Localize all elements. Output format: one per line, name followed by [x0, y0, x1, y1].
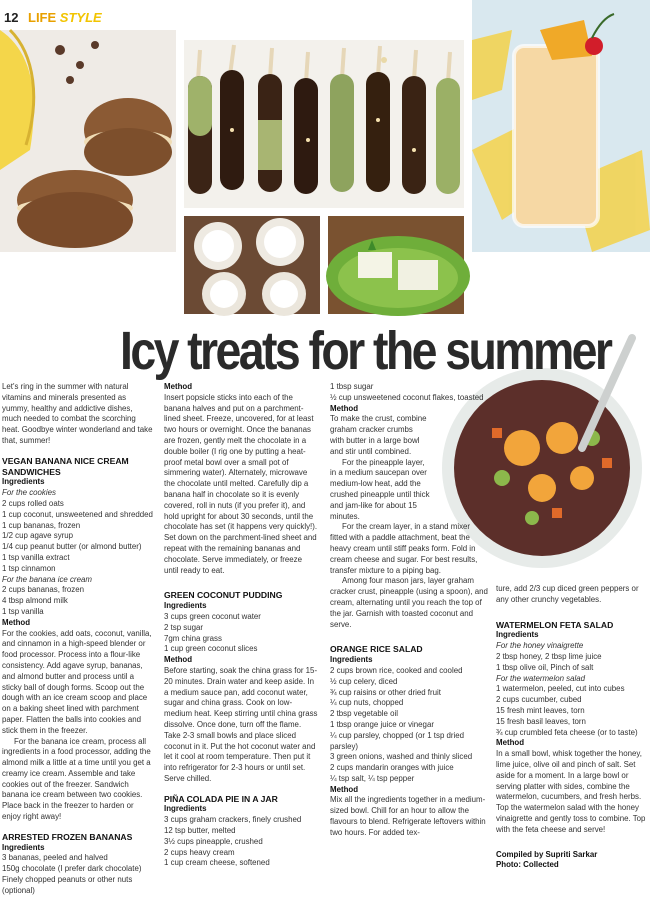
method-heading: Method — [164, 655, 193, 665]
brand-part-b: STYLE — [59, 10, 102, 25]
ingredient-item: 3 cups graham crackers, finely crushed — [164, 815, 302, 825]
method-paragraph: Mix all the ingredients together in a medium-sized bowl. Chill for an hour to allow the flavours to blend. Refrigerate leftovers within two hours. For added tex- — [330, 795, 486, 837]
column-4 — [496, 584, 646, 871]
method-heading: Method — [2, 617, 31, 627]
ingredient-item: ½ cup unsweetened coconut flakes, toasted — [330, 392, 484, 402]
ingredient-item: 1 tsp cinnamon — [2, 563, 56, 573]
ingredients-heading: Ingredients — [496, 630, 539, 640]
ingredient-item: 3 bananas, peeled and halved — [2, 853, 108, 863]
ingredient-item: 2 cups heavy cream — [164, 847, 235, 857]
ingredient-item: 15 fresh mint leaves, torn — [496, 705, 585, 715]
ingredients-heading: Ingredients — [330, 655, 373, 665]
page-number: 12 — [4, 10, 19, 25]
method-paragraph: In a small bowl, whisk together the honey, lime juice, olive oil and pinch of salt. Set aside for a moment. In a large bowl or serving platter with sides, combine the watermelon, cucumbers, and fresh herbs. Top the watermelon salad with the honey vinaigrette and gently toss to combine. Top with the feta cheese and serve! — [496, 749, 646, 834]
ingredient-item: ¼ tsp salt, ¼ tsp pepper — [330, 773, 415, 783]
method-paragraph: For the banana ice cream, process all ingredients in a food processor, adding the almond milk a little at a time until you get a creamy ice cream. Assemble and take cookies out of the freezer. Sandwich banana ice cream between two cookies. Place back in the freezer to harden or enjoy right away! — [2, 736, 151, 822]
method-paragraph: Insert popsicle sticks into each of the banana halves and put on a parchment-lined sheet. Freeze, uncovered, for at least two hours or overnight. Once the bananas are frozen, gently melt the chocolate in a double boiler (I rig one by putting a heat-proof metal bowl over a small pot of simmering water). Alternately, microwave the chocolate until melted. Carefully dip a banana half in chocolate so it is evenly covered, roll in nuts (if you prefer it), and hold upright for about 30 seconds, until the chocolate has set (it happens very quickly!). Set down on the parchment-lined sheet and repeat with the remaining bananas and chocolate. Serve immediately, or freeze until ready to eat. — [164, 392, 318, 575]
ingredient-item: ¼ cup parsley, chopped (or 1 tsp dried parsley) — [330, 730, 465, 751]
ingredient-item: 2 cups bananas, frozen — [2, 585, 85, 595]
ingredient-item: 1/2 cup agave syrup — [2, 531, 74, 541]
column-2 — [164, 382, 318, 869]
ingredients-heading: Ingredients — [2, 477, 45, 487]
coconut-bowls-photo — [184, 216, 320, 314]
credit-line: Compiled by Supriti Sarkar — [496, 849, 598, 859]
method-paragraph: To make the crust, combine graham cracker crumbs with butter in a large bowl and stir until combined. — [330, 414, 427, 456]
brand-logo — [28, 10, 102, 25]
recipe-title: GREEN COCONUT PUDDING — [164, 590, 283, 601]
ingredient-item: 2 cups brown rice, cooked and cooled — [330, 665, 463, 675]
method-paragraph: For the cookies, add oats, coconut, vanilla, and cinnamon in a high-speed blender or food processor. Process into a flour-like consistency. Add agave syrup, bananas, and almond butter and process until a sticky ball of dough forms. Scoop out the dough with an ice cream scoop and place on a baking sheet lined with parchment paper. Flatten the balls into cookies and stick them in the freezer. — [2, 628, 152, 735]
ingredient-item: 1 tbsp olive oil, Pinch of salt — [496, 662, 594, 672]
credit-line: Photo: Collected — [496, 860, 559, 870]
ingredient-item: 15 fresh basil leaves, torn — [496, 716, 586, 726]
ingredient-item: ½ cup celery, diced — [330, 676, 398, 686]
method-heading: Method — [330, 784, 359, 794]
frozen-bananas-photo — [184, 40, 464, 208]
ingredient-item: 1 tsp vanilla — [2, 606, 44, 616]
ingredient-item: 1 tbsp orange juice or vinegar — [330, 719, 434, 729]
ingredient-item: ¾ cup crumbled feta cheese (or to taste) — [496, 727, 638, 737]
recipe-title: PIÑA COLADA PIE IN A JAR — [164, 793, 278, 804]
ingredients-heading: Ingredients — [164, 601, 207, 611]
subheading: For the banana ice cream — [2, 574, 92, 584]
subheading: For the cookies — [2, 488, 56, 498]
ingredient-item: 1 cup cream cheese, softened — [164, 858, 270, 868]
ingredient-item: Finely chopped peanuts or other nuts (optional) — [2, 875, 133, 895]
ingredient-item: 1 cup coconut, unsweetened and shredded — [2, 509, 153, 519]
coconut-pudding-photo — [328, 216, 464, 314]
ingredient-item: 2 cups rolled oats — [2, 498, 64, 508]
article-title: Icy treats for the summer — [120, 321, 611, 381]
ingredient-item: 1 tsp vanilla extract — [2, 552, 70, 562]
ingredient-item: 1 cup green coconut slices — [164, 644, 258, 654]
ingredient-item: 150g chocolate (I prefer dark chocolate) — [2, 864, 142, 874]
method-heading: Method — [330, 403, 359, 413]
page-header — [0, 0, 180, 30]
method-paragraph: Before starting, soak the china grass for 15-20 minutes. Drain water and keep aside. In a medium sauce pan, add coconut water, sugar and china grass. Cook on low-medium heat. Keep stirring until china grass dissolve. Once done, turn off the flame. Take 2-3 small bowls and place sliced coconut in it. Put the hot coconut water and let it cool at room temperature. Then put it into refrigerator for 2-3 hours or until set. Serve chilled. — [164, 665, 318, 783]
pina-colada-photo — [472, 0, 650, 252]
recipe-title: VEGAN BANANA NICE CREAM SANDWICHES — [2, 455, 129, 477]
ingredients-heading: Ingredients — [164, 804, 207, 814]
ingredient-item: 1/4 cup peanut butter (or almond butter) — [2, 542, 142, 552]
ingredient-item: 1 watermelon, peeled, cut into cubes — [496, 684, 625, 694]
column-3 — [330, 382, 488, 839]
ingredient-item: 1 cup bananas, frozen — [2, 520, 81, 530]
subheading: For the honey vinaigrette — [496, 641, 584, 651]
ingredient-item: 2 tbsp vegetable oil — [330, 709, 398, 719]
recipe-title: ARRESTED FROZEN BANANAS — [2, 831, 133, 842]
subheading: For the watermelon salad — [496, 673, 586, 683]
ingredient-item: 2 tbsp honey, 2 tbsp lime juice — [496, 651, 602, 661]
intro-paragraph: Let's ring in the summer with natural vitamins and minerals presented as yummy, healthy and addictive dishes, much needed to combat the scorching heat. Goodbye winter wonderland and take that, summer! — [2, 382, 153, 445]
ingredient-item: 3 cups green coconut water — [164, 611, 261, 621]
ingredient-item: ¼ cup nuts, chopped — [330, 698, 404, 708]
method-paragraph: For the pineapple layer, in a medium saucepan over medium-low heat, add the crushed pineapple until thick and jam-like for about 15 minutes. — [330, 457, 430, 521]
ingredient-item: 2 tsp sugar — [164, 622, 204, 632]
method-heading: Method — [496, 738, 525, 748]
ingredient-item: 12 tsp butter, melted — [164, 826, 236, 836]
cookie-sandwich-photo — [0, 30, 176, 252]
column-1 — [2, 382, 154, 897]
ingredient-item: ¾ cup raisins or other dried fruit — [330, 687, 441, 697]
ingredient-item: 1 tbsp sugar — [330, 382, 374, 391]
method-paragraph: Among four mason jars, layer graham cracker crust, pineapple (using a spoon), and cream, alternating until you reach the top of the jar. Garnish with toasted coconut and serve. — [330, 576, 488, 629]
ingredient-item: 4 tbsp almond milk — [2, 596, 68, 606]
recipe-title: ORANGE RICE SALAD — [330, 644, 423, 655]
ingredient-item: 3½ cups pineapple, crushed — [164, 836, 263, 846]
method-paragraph: For the cream layer, in a stand mixer fitted with a paddle attachment, beat the heavy cream until stiff peaks form. Fold in cream cheese and sugar. For best results, transfer mixture to a piping bag. — [330, 522, 478, 575]
method-heading: Method — [164, 382, 193, 391]
recipe-title: WATERMELON FETA SALAD — [496, 619, 614, 630]
ingredient-item: 2 cups mandarin oranges with juice — [330, 763, 454, 773]
ingredient-item: 2 cups cucumber, cubed — [496, 695, 582, 705]
ingredients-heading: Ingredients — [2, 842, 45, 852]
method-paragraph: ture, add 2/3 cup diced green peppers or any other crunchy vegetables. — [496, 584, 639, 604]
ingredient-item: 7gm china grass — [164, 633, 222, 643]
ingredient-item: 3 green onions, washed and thinly sliced — [330, 752, 473, 762]
brand-part-a: LIFE — [28, 10, 57, 25]
